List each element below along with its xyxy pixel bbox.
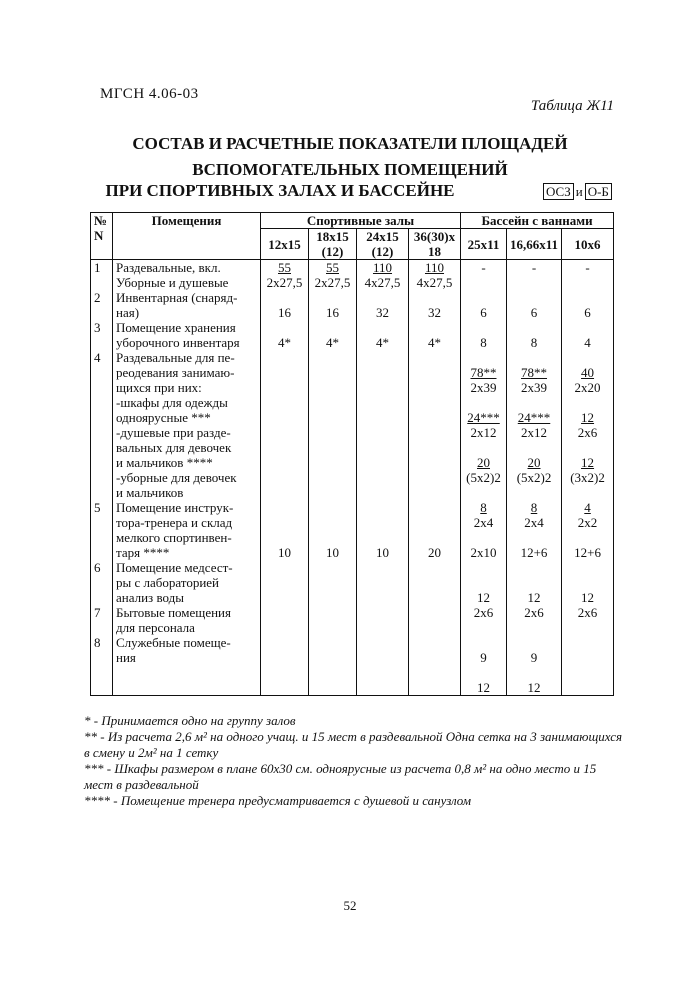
hall-value xyxy=(409,635,461,696)
cell-value: - xyxy=(531,260,537,275)
cell-value xyxy=(565,395,610,410)
cell-value xyxy=(412,320,457,335)
room-name xyxy=(113,560,261,605)
cell-value xyxy=(312,530,353,545)
hall-value xyxy=(409,320,461,350)
cell-value xyxy=(360,515,405,530)
room-name xyxy=(113,500,261,560)
row-number: 7 xyxy=(91,605,113,635)
row-number: 4 xyxy=(91,350,113,500)
pool-value xyxy=(562,290,614,320)
pool-value xyxy=(562,560,614,605)
room-name-line: мелкого спортинвен- xyxy=(116,530,232,545)
cell-value: 2х39 xyxy=(521,380,548,395)
footnotes xyxy=(84,713,624,809)
cell-value xyxy=(312,500,353,515)
pool-value xyxy=(507,350,562,500)
badge-o-b: О-Б xyxy=(585,183,612,200)
cell-value xyxy=(565,560,610,575)
hall-value xyxy=(309,320,357,350)
cell-value xyxy=(510,635,558,650)
cell-value xyxy=(312,320,353,335)
cell-value xyxy=(464,395,503,410)
room-name-line: уборочного инвентаря xyxy=(116,335,240,350)
row-number: 2 xyxy=(91,290,113,320)
cell-value: (5х2)2 xyxy=(466,470,501,485)
room-name xyxy=(113,290,261,320)
room-name-line: Раздевальные, вкл. xyxy=(116,260,221,275)
pool-value xyxy=(562,320,614,350)
cell-value xyxy=(565,290,610,305)
row-number: 6 xyxy=(91,560,113,605)
header-pool-size: 25х11 xyxy=(461,229,507,260)
cell-value: 6 xyxy=(530,305,538,320)
cell-value: 9 xyxy=(530,650,538,665)
header-hall-size: 18х15 (12) xyxy=(309,229,357,260)
cell-value: 12+6 xyxy=(520,545,548,560)
room-name-line: ная) xyxy=(116,305,140,320)
room-name-line: ния xyxy=(116,650,136,665)
hall-value xyxy=(357,560,409,605)
hall-value xyxy=(409,290,461,320)
cell-value: 4* xyxy=(376,335,389,350)
cell-value: 10 xyxy=(326,545,339,560)
header-pool-size: 16,66х11 xyxy=(507,229,562,260)
cell-value: 2х27,5 xyxy=(266,275,303,290)
cell-value xyxy=(565,350,610,365)
pool-value xyxy=(461,500,507,560)
cell-value xyxy=(360,320,405,335)
cell-value: 55 xyxy=(326,260,339,275)
room-name-line: для персонала xyxy=(116,620,195,635)
cell-value: (5х2)2 xyxy=(516,470,552,485)
pool-value xyxy=(562,350,614,500)
cell-value xyxy=(464,560,503,575)
room-name-line: -шкафы для одежды xyxy=(116,395,228,410)
cell-value: 78** xyxy=(470,365,497,380)
header-rooms: Помещения xyxy=(113,213,261,260)
cell-value xyxy=(264,290,305,305)
room-name-line: вальных для девочек xyxy=(116,440,232,455)
room-name xyxy=(113,350,261,500)
title-line-3: ПРИ СПОРТИВНЫХ ЗАЛАХ И БАССЕЙНЕ xyxy=(105,181,455,200)
cell-value xyxy=(360,290,405,305)
cell-value xyxy=(510,350,558,365)
hall-value xyxy=(309,635,357,696)
header-pool-size: 10х6 xyxy=(562,229,614,260)
pool-value xyxy=(461,290,507,320)
cell-value xyxy=(510,560,558,575)
cell-value: 78** xyxy=(521,365,548,380)
header-pool: Бассейн с ваннами xyxy=(461,213,614,229)
hall-value xyxy=(357,605,409,635)
room-name-line: -душевые при разде- xyxy=(116,425,231,440)
footnote: **** - Помещение тренера предусматривается с душевой и санузлом xyxy=(84,793,472,808)
header-num: № N xyxy=(91,213,113,260)
cell-value: 8 xyxy=(480,335,487,350)
room-name-line: Инвентарная (снаряд- xyxy=(116,290,238,305)
hall-value xyxy=(309,350,357,500)
cell-value: 6 xyxy=(480,305,487,320)
page-number: 52 xyxy=(343,898,357,913)
room-name xyxy=(113,320,261,350)
pool-value xyxy=(507,635,562,696)
table-label: Таблица Ж11 xyxy=(530,98,614,114)
cell-value: 110 xyxy=(372,260,393,275)
pool-value xyxy=(461,350,507,500)
hall-value xyxy=(309,560,357,605)
pool-value xyxy=(461,635,507,696)
room-name-line: анализ воды xyxy=(116,590,184,605)
cell-value: 2х27,5 xyxy=(314,275,351,290)
cell-value: 6 xyxy=(584,305,591,320)
cell-value: 4* xyxy=(326,335,339,350)
pool-value xyxy=(507,500,562,560)
cell-value xyxy=(412,500,457,515)
cell-value xyxy=(412,290,457,305)
cell-value: 2х6 xyxy=(577,605,598,620)
room-name-line: Помещение хранения xyxy=(116,320,236,335)
cell-value xyxy=(464,575,503,590)
cell-value: 4х27,5 xyxy=(416,275,453,290)
pool-value xyxy=(461,605,507,635)
pool-value xyxy=(507,290,562,320)
cell-value: 4* xyxy=(428,335,441,350)
cell-value xyxy=(464,350,503,365)
cell-value xyxy=(312,515,353,530)
hall-value xyxy=(357,260,409,291)
areas-table xyxy=(90,212,614,696)
cell-value: - xyxy=(481,260,486,275)
cell-value: 2х12 xyxy=(521,425,548,440)
hall-value xyxy=(409,260,461,291)
room-name xyxy=(113,605,261,635)
cell-value: 20 xyxy=(477,455,490,470)
cell-value: 12 xyxy=(581,590,595,605)
cell-value xyxy=(565,440,610,455)
badge-and: и xyxy=(575,183,583,199)
hall-value xyxy=(357,350,409,500)
cell-value: 4 xyxy=(584,335,591,350)
title-badges xyxy=(543,183,612,200)
cell-value xyxy=(510,290,558,305)
table-row xyxy=(91,260,614,291)
cell-value: 20 xyxy=(428,545,441,560)
title-line-1: СОСТАВ И РАСЧЕТНЫЕ ПОКАЗАТЕЛИ ПЛОЩАДЕЙ xyxy=(132,134,568,153)
room-name-line: Помещение медсест- xyxy=(116,560,233,575)
cell-value: - xyxy=(585,260,590,275)
cell-value: 8 xyxy=(530,500,538,515)
cell-value: 55 xyxy=(278,260,291,275)
cell-value xyxy=(464,440,503,455)
hall-value xyxy=(409,350,461,500)
room-name-line: Раздевальные для пе- xyxy=(116,350,235,365)
cell-value xyxy=(264,500,305,515)
title-line-2: ВСПОМОГАТЕЛЬНЫХ ПОМЕЩЕНИЙ xyxy=(192,160,508,179)
room-name-line: и мальчиков xyxy=(116,485,184,500)
cell-value xyxy=(510,395,558,410)
hall-value xyxy=(357,320,409,350)
badge-osz: ОСЗ xyxy=(543,183,574,200)
header-hall-size: 12х15 xyxy=(261,229,309,260)
cell-value xyxy=(464,635,503,650)
room-name-line: реодевания занимаю- xyxy=(116,365,235,380)
cell-value: (3х2)2 xyxy=(570,470,605,485)
cell-value xyxy=(360,500,405,515)
hall-value xyxy=(261,320,309,350)
room-name-line: Бытовые помещения xyxy=(116,605,231,620)
pool-value xyxy=(562,635,614,696)
cell-value: 2х39 xyxy=(470,380,497,395)
header-hall-size: 36(30)х 18 xyxy=(409,229,461,260)
cell-value: 2х10 xyxy=(470,545,497,560)
cell-value xyxy=(464,665,503,680)
cell-value: 12+6 xyxy=(574,545,601,560)
table-row xyxy=(91,500,614,560)
cell-value: 2х4 xyxy=(524,515,544,530)
cell-value xyxy=(565,575,610,590)
cell-value: 12 xyxy=(527,590,541,605)
cell-value: 20 xyxy=(527,455,541,470)
cell-value: 2х6 xyxy=(577,425,598,440)
pool-value xyxy=(461,260,507,291)
room-name-line: ры с лабораторией xyxy=(116,575,220,590)
hall-value xyxy=(409,500,461,560)
cell-value xyxy=(264,515,305,530)
cell-value xyxy=(510,440,558,455)
cell-value xyxy=(264,320,305,335)
pool-value xyxy=(562,605,614,635)
hall-value xyxy=(261,260,309,291)
room-name-line: щихся при них: xyxy=(116,380,202,395)
pool-value xyxy=(507,605,562,635)
table-row xyxy=(91,635,614,696)
cell-value: 2х12 xyxy=(470,425,497,440)
cell-value: 110 xyxy=(424,260,445,275)
cell-value xyxy=(464,320,503,335)
cell-value: 12 xyxy=(527,680,541,695)
hall-value xyxy=(309,605,357,635)
cell-value: 12 xyxy=(477,680,490,695)
pool-value xyxy=(507,260,562,291)
footnote: * - Принимается одно на группу залов xyxy=(84,713,296,728)
room-name xyxy=(113,260,261,291)
header-sport-halls: Спортивные залы xyxy=(261,213,461,229)
row-number: 5 xyxy=(91,500,113,560)
cell-value: 8 xyxy=(530,335,538,350)
hall-value xyxy=(357,500,409,560)
pool-value xyxy=(461,560,507,605)
table-row xyxy=(91,290,614,320)
cell-value xyxy=(412,530,457,545)
room-name-line: Помещение инструк- xyxy=(116,500,234,515)
cell-value xyxy=(464,290,503,305)
hall-value xyxy=(357,635,409,696)
cell-value: 4 xyxy=(584,500,591,515)
cell-value: 9 xyxy=(480,650,487,665)
cell-value xyxy=(464,530,503,545)
hall-value xyxy=(309,260,357,291)
hall-value xyxy=(261,290,309,320)
footnote: ** - Из расчета 2,6 м² на одного учащ. и 15 мест в раздевальной Одна сетка на 3 занимающихся в смену и 2м² на 1 сетку xyxy=(84,729,623,760)
cell-value: 12 xyxy=(477,590,490,605)
cell-value: 4* xyxy=(278,335,291,350)
pool-value xyxy=(562,500,614,560)
row-number: 3 xyxy=(91,320,113,350)
pool-value xyxy=(461,320,507,350)
room-name-line: и мальчиков **** xyxy=(116,455,213,470)
hall-value xyxy=(309,290,357,320)
room-name-line: таря **** xyxy=(116,545,170,560)
cell-value: 16 xyxy=(326,305,339,320)
cell-value: 2х4 xyxy=(473,515,494,530)
cell-value: 10 xyxy=(376,545,389,560)
hall-value xyxy=(409,560,461,605)
cell-value: 10 xyxy=(278,545,291,560)
cell-value: 2х6 xyxy=(473,605,494,620)
hall-value xyxy=(261,635,309,696)
cell-value: 12 xyxy=(581,455,595,470)
cell-value xyxy=(565,320,610,335)
table-row xyxy=(91,320,614,350)
cell-value: 32 xyxy=(428,305,441,320)
cell-value xyxy=(360,530,405,545)
room-name-line: Служебные помеще- xyxy=(116,635,231,650)
cell-value: 16 xyxy=(278,305,291,320)
hall-value xyxy=(261,560,309,605)
cell-value xyxy=(510,575,558,590)
pool-value xyxy=(507,320,562,350)
header-hall-size: 24х15 (12) xyxy=(357,229,409,260)
row-number: 8 xyxy=(91,635,113,696)
table-row xyxy=(91,560,614,605)
cell-value: 2х20 xyxy=(574,380,601,395)
table-row xyxy=(91,605,614,635)
room-name-line: тора-тренера и склад xyxy=(116,515,233,530)
cell-value xyxy=(510,665,558,680)
cell-value: 4х27,5 xyxy=(364,275,401,290)
hall-value xyxy=(309,500,357,560)
room-name-line: одноярусные *** xyxy=(116,410,211,425)
cell-value: 32 xyxy=(376,305,389,320)
cell-value xyxy=(565,530,610,545)
cell-value: 2х2 xyxy=(577,515,598,530)
cell-value xyxy=(510,530,558,545)
table-row xyxy=(91,350,614,500)
cell-value xyxy=(312,290,353,305)
cell-value: 2х6 xyxy=(524,605,544,620)
room-name-line: Уборные и душевые xyxy=(116,275,229,290)
pool-value xyxy=(507,560,562,605)
pool-value xyxy=(562,260,614,291)
hall-value xyxy=(261,500,309,560)
document-code: МГСН 4.06-03 xyxy=(100,86,199,102)
room-name xyxy=(113,635,261,696)
cell-value: 8 xyxy=(480,500,487,515)
hall-value xyxy=(357,290,409,320)
row-number: 1 xyxy=(91,260,113,291)
cell-value: 24*** xyxy=(517,410,551,425)
cell-value: 40 xyxy=(581,365,595,380)
cell-value xyxy=(412,515,457,530)
cell-value xyxy=(510,320,558,335)
hall-value xyxy=(261,605,309,635)
cell-value: 12 xyxy=(581,410,595,425)
hall-value xyxy=(409,605,461,635)
cell-value xyxy=(264,530,305,545)
hall-value xyxy=(261,350,309,500)
cell-value: 24*** xyxy=(467,410,500,425)
footnote: *** - Шкафы размером в плане 60х30 см. одноярусные из расчета 0,8 м² на одно место и 15 мест в раздевальной xyxy=(84,761,597,792)
room-name-line: -уборные для девочек xyxy=(116,470,237,485)
